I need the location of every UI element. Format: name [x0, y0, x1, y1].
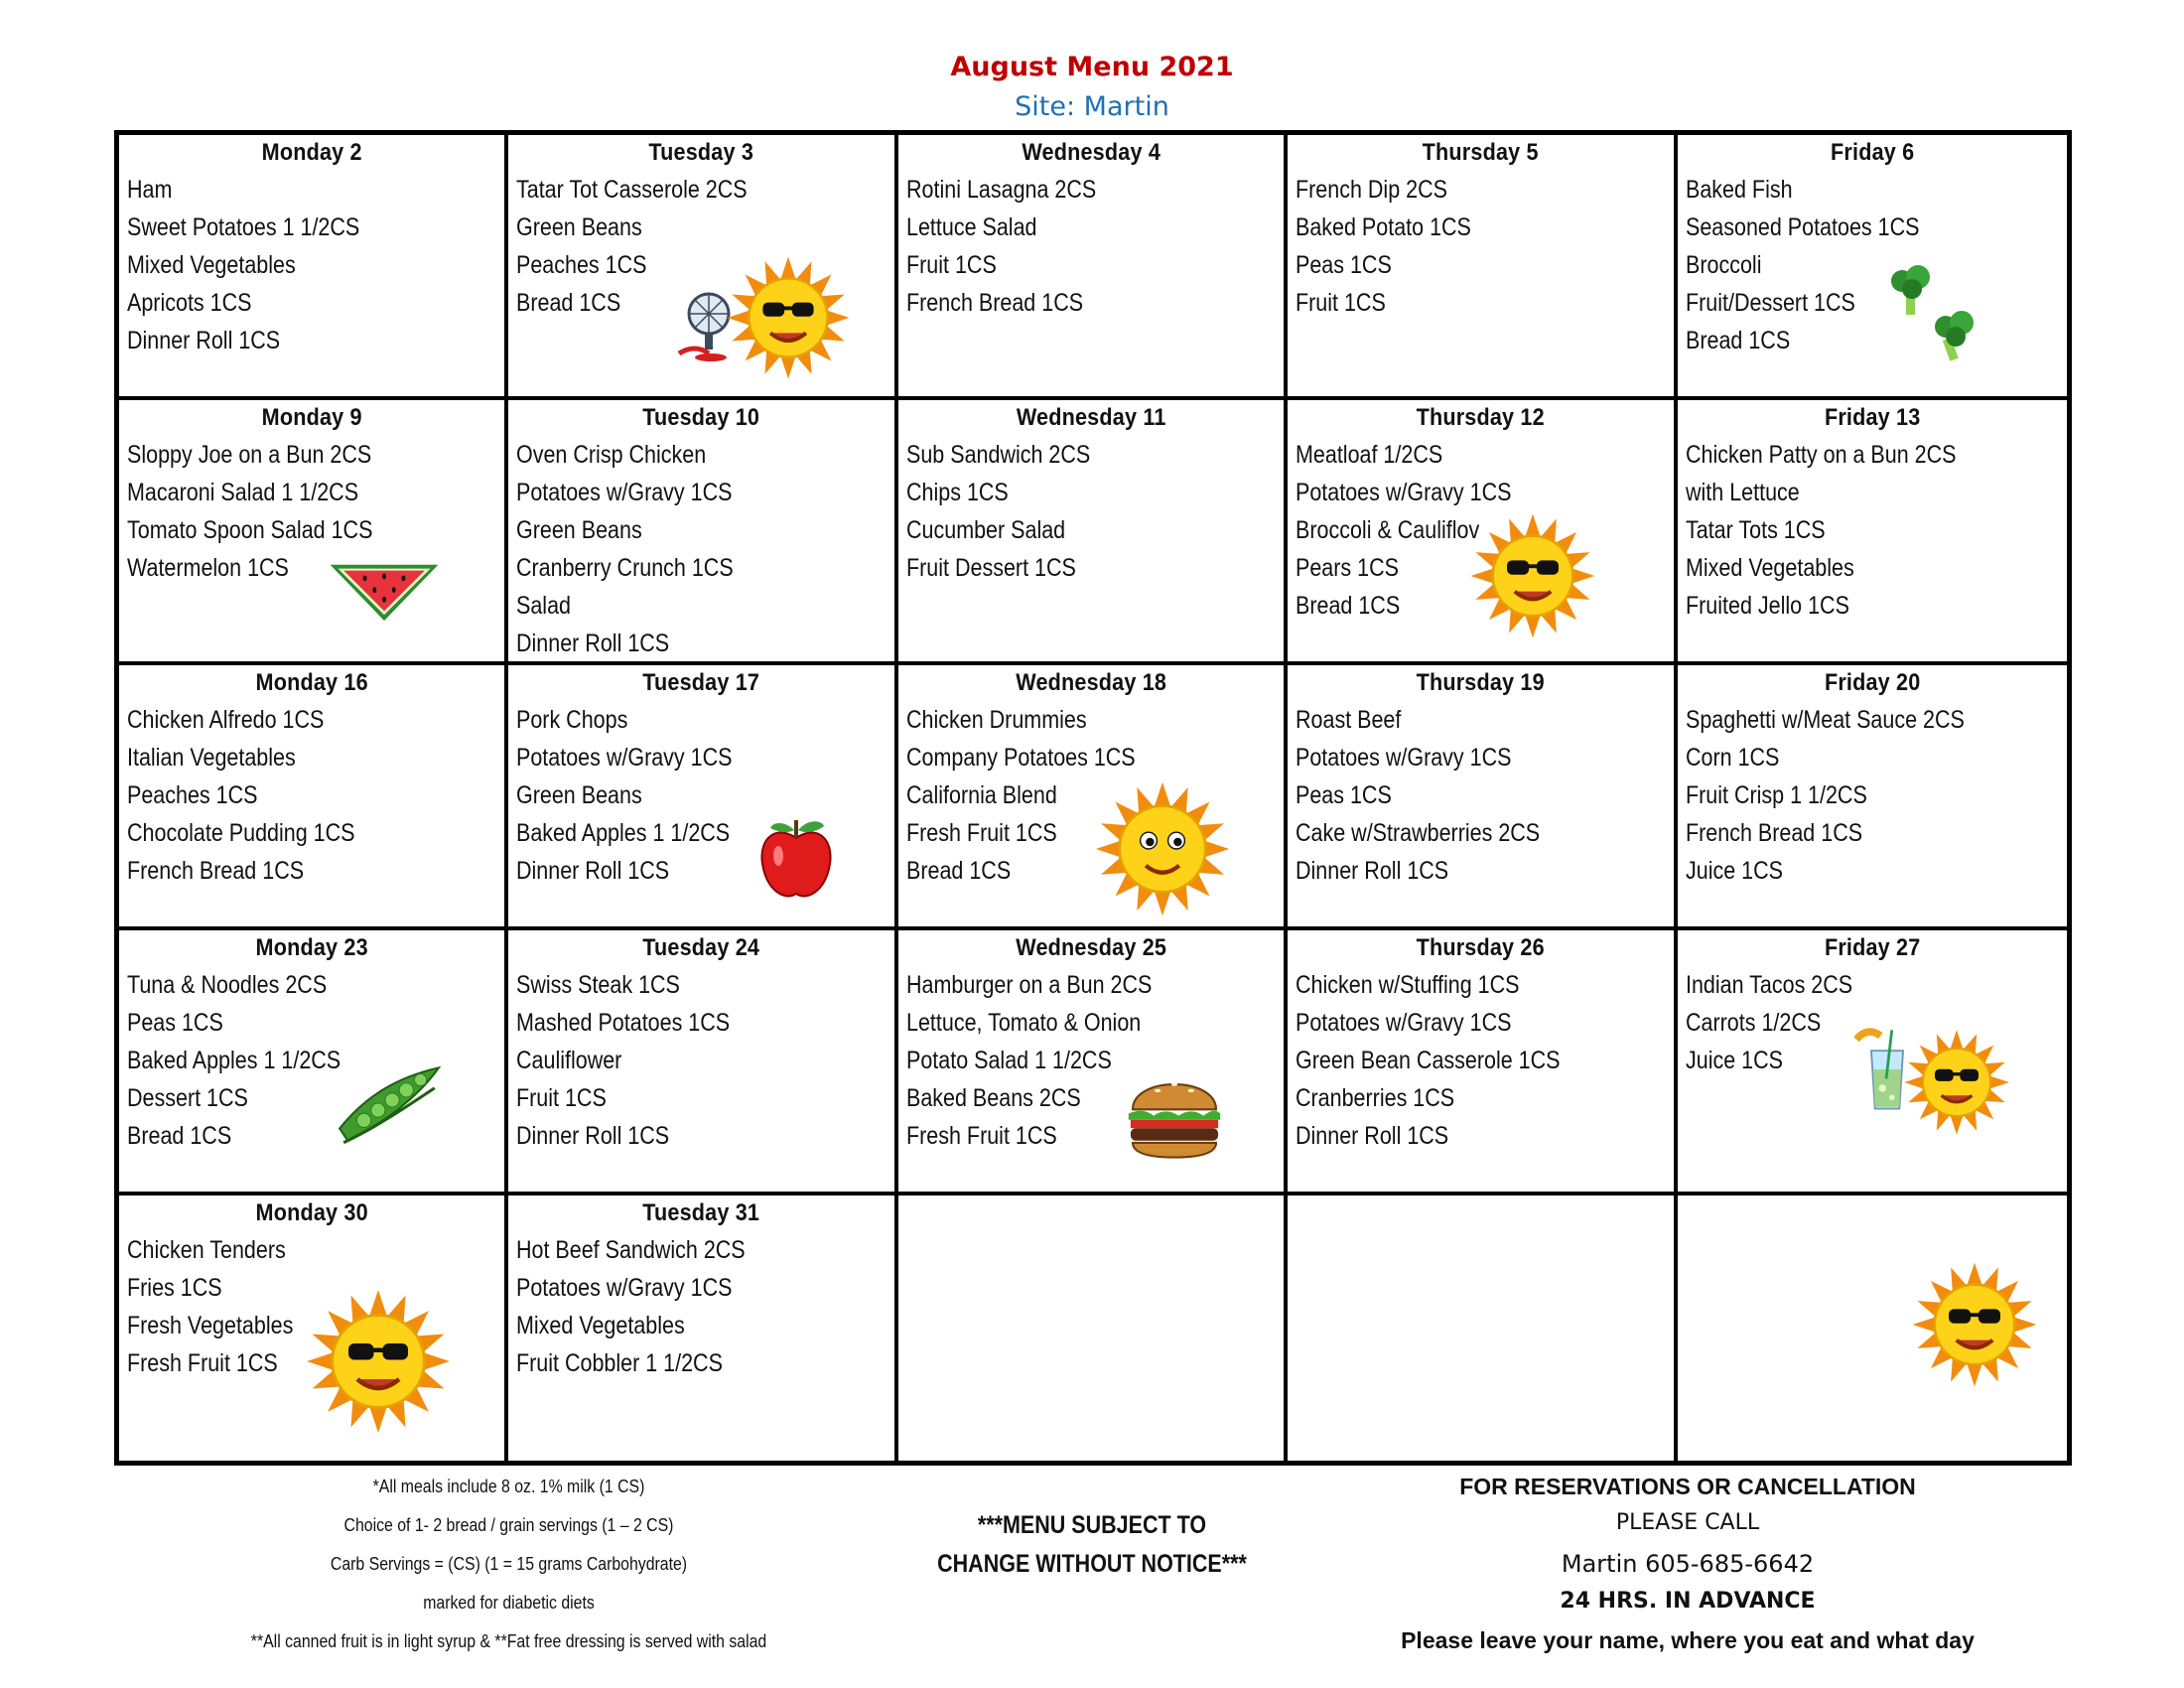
menu-item: Sloppy Joe on a Bun 2CS — [127, 441, 372, 469]
menu-item: Juice 1CS — [1685, 857, 1783, 885]
menu-item: Chocolate Pudding 1CS — [127, 819, 355, 847]
menu-item: Potatoes w/Gravy 1CS — [1296, 1009, 1512, 1037]
day-heading: Monday 16 — [255, 669, 368, 696]
menu-item: Mashed Potatoes 1CS — [516, 1009, 731, 1037]
menu-item: Bread 1CS — [127, 1122, 232, 1150]
menu-item: Apricots 1CS — [127, 289, 252, 317]
menu-item-list — [898, 171, 1284, 322]
menu-item: Dinner Roll 1CS — [516, 630, 670, 657]
menu-item-list — [508, 966, 893, 1155]
menu-item-list — [119, 966, 504, 1155]
menu-item: Tatar Tots 1CS — [1685, 516, 1826, 544]
menu-item: Fresh Fruit 1CS — [905, 819, 1057, 847]
day-cell — [1288, 1196, 1677, 1461]
menu-item-list — [1678, 171, 2067, 359]
menu-item-list — [508, 701, 893, 890]
menu-change-notice-line2: CHANGE WITHOUT NOTICE*** — [937, 1550, 1247, 1578]
day-cell — [119, 1196, 508, 1461]
day-cell — [1288, 400, 1677, 665]
menu-item: Broccoli & Cauliflov — [1296, 516, 1480, 544]
day-cell — [1678, 1196, 2067, 1461]
day-cell — [898, 135, 1288, 400]
menu-item: Cranberry Crunch 1CS — [516, 554, 735, 582]
menu-item: Broccoli — [1685, 251, 1762, 279]
menu-item: Tuna & Noodles 2CS — [127, 971, 328, 999]
watermelon-icon — [326, 557, 443, 625]
menu-item: Seasoned Potatoes 1CS — [1685, 213, 1920, 241]
menu-item-list — [508, 1231, 893, 1382]
menu-item: Cucumber Salad — [905, 516, 1065, 544]
day-cell — [119, 135, 508, 400]
menu-item: Fruited Jello 1CS — [1685, 592, 1849, 620]
please-call: PLEASE CALL — [1615, 1510, 1760, 1535]
day-heading: Tuesday 10 — [642, 404, 760, 431]
menu-item-list — [119, 701, 504, 890]
menu-item-list — [119, 436, 504, 587]
menu-item: Dessert 1CS — [127, 1084, 248, 1112]
day-cell — [1288, 665, 1677, 930]
menu-item: Meatloaf 1/2CS — [1296, 441, 1443, 469]
footer-note-fruit: **All canned fruit is in light syrup & **Fat free dressing is served with salad — [250, 1631, 767, 1651]
menu-item: Juice 1CS — [1685, 1047, 1783, 1074]
broccoli-icon — [1888, 259, 1978, 368]
site-name: Site: Martin — [1015, 91, 1169, 122]
menu-item: Potatoes w/Gravy 1CS — [1296, 744, 1512, 772]
sun-icon — [1902, 1028, 2011, 1137]
menu-item: Hot Beef Sandwich 2CS — [516, 1236, 747, 1264]
day-heading: Friday 20 — [1824, 669, 1921, 696]
day-heading: Thursday 19 — [1416, 669, 1546, 696]
menu-item: Dinner Roll 1CS — [1296, 857, 1449, 885]
day-heading: Tuesday 31 — [642, 1199, 760, 1226]
menu-item: Fruit Cobbler 1 1/2CS — [516, 1349, 724, 1377]
menu-item: Baked Apples 1 1/2CS — [127, 1047, 341, 1074]
sun-icon — [1468, 511, 1597, 640]
menu-item: Potatoes w/Gravy 1CS — [1296, 479, 1512, 506]
day-heading: Thursday 5 — [1422, 139, 1539, 166]
menu-item: French Bread 1CS — [905, 289, 1083, 317]
day-heading: Wednesday 4 — [1022, 139, 1160, 166]
menu-item-list — [1288, 171, 1673, 322]
sun-icon — [304, 1287, 453, 1436]
menu-item: French Dip 2CS — [1296, 176, 1448, 204]
day-heading: Monday 9 — [261, 404, 362, 431]
day-cell — [1678, 135, 2067, 400]
menu-item: Hamburger on a Bun 2CS — [905, 971, 1153, 999]
menu-item: Baked Potato 1CS — [1296, 213, 1472, 241]
menu-item: Fresh Fruit 1CS — [905, 1122, 1057, 1150]
day-cell — [898, 1196, 1288, 1461]
menu-item: Peaches 1CS — [516, 251, 647, 279]
menu-item: Peaches 1CS — [127, 781, 258, 809]
menu-item: Baked Apples 1 1/2CS — [516, 819, 731, 847]
day-cell — [508, 1196, 897, 1461]
menu-item: Watermelon 1CS — [127, 554, 289, 582]
menu-item: Dinner Roll 1CS — [516, 1122, 670, 1150]
day-heading: Friday 27 — [1824, 934, 1921, 961]
day-cell — [119, 665, 508, 930]
menu-item: Potatoes w/Gravy 1CS — [516, 479, 733, 506]
menu-item: Green Beans — [516, 781, 643, 809]
menu-item: Fruit 1CS — [905, 251, 997, 279]
menu-item-list — [898, 436, 1284, 587]
day-cell — [1288, 135, 1677, 400]
menu-item: Chicken Drummies — [905, 706, 1087, 734]
menu-item: Fruit 1CS — [1296, 289, 1386, 317]
menu-item: Spaghetti w/Meat Sauce 2CS — [1685, 706, 1965, 734]
reservation-heading: FOR RESERVATIONS OR CANCELLATION — [1459, 1474, 1916, 1499]
day-heading: Monday 2 — [261, 139, 362, 166]
apple-icon — [756, 814, 836, 904]
menu-item: Baked Fish — [1685, 176, 1793, 204]
menu-item: Cauliflower — [516, 1047, 622, 1074]
menu-item: Dinner Roll 1CS — [1296, 1122, 1449, 1150]
menu-item: French Bread 1CS — [127, 857, 305, 885]
menu-item-list — [119, 171, 504, 359]
sun-icon — [1093, 779, 1232, 918]
menu-item: Potatoes w/Gravy 1CS — [516, 1274, 733, 1302]
phone-number: Martin 605-685-6642 — [1561, 1550, 1815, 1578]
day-heading: Tuesday 17 — [642, 669, 760, 696]
advance-notice: 24 HRS. IN ADVANCE — [1560, 1589, 1816, 1614]
menu-item: Fruit/Dessert 1CS — [1685, 289, 1855, 317]
footer-note-diabetic: marked for diabetic diets — [423, 1593, 595, 1613]
footer-note-carb: Carb Servings = (CS) (1 = 15 grams Carbohydrate) — [330, 1554, 688, 1574]
day-heading — [1307, 1199, 1655, 1229]
sun-icon — [1910, 1235, 2039, 1414]
menu-item: Chicken Tenders — [127, 1236, 286, 1264]
day-heading: Monday 23 — [255, 934, 368, 961]
day-cell — [508, 135, 897, 400]
menu-item: California Blend — [905, 781, 1057, 809]
menu-item: Dinner Roll 1CS — [127, 327, 281, 354]
footer-note-milk: *All meals include 8 oz. 1% milk (1 CS) — [372, 1477, 645, 1496]
menu-item: Pears 1CS — [1296, 554, 1400, 582]
menu-item: Indian Tacos 2CS — [1685, 971, 1852, 999]
menu-item: Fruit Crisp 1 1/2CS — [1685, 781, 1867, 809]
day-cell — [898, 665, 1288, 930]
menu-change-notice-line1: ***MENU SUBJECT TO — [977, 1511, 1207, 1539]
menu-item: Lettuce Salad — [905, 213, 1037, 241]
day-heading: Wednesday 18 — [1016, 669, 1166, 696]
day-heading: Tuesday 3 — [648, 139, 754, 166]
day-heading: Wednesday 25 — [1016, 934, 1166, 961]
menu-item: Bread 1CS — [905, 857, 1011, 885]
menu-item-list — [1678, 436, 2067, 625]
menu-item: Bread 1CS — [516, 289, 621, 317]
menu-item: Fries 1CS — [127, 1274, 222, 1302]
menu-item: Tomato Spoon Salad 1CS — [127, 516, 373, 544]
menu-item: Rotini Lasagna 2CS — [905, 176, 1097, 204]
menu-item: Potato Salad 1 1/2CS — [905, 1047, 1112, 1074]
menu-item: Mixed Vegetables — [516, 1312, 686, 1339]
day-cell — [1678, 665, 2067, 930]
day-cell — [1288, 930, 1677, 1196]
menu-item-list — [1288, 701, 1673, 890]
menu-item-list — [1678, 701, 2067, 890]
day-heading: Monday 30 — [255, 1199, 368, 1226]
day-cell — [898, 930, 1288, 1196]
menu-item: Chicken Alfredo 1CS — [127, 706, 325, 734]
menu-item: Sweet Potatoes 1 1/2CS — [127, 213, 360, 241]
day-cell — [898, 400, 1288, 665]
menu-item: Baked Beans 2CS — [905, 1084, 1081, 1112]
day-cell — [119, 930, 508, 1196]
menu-item: Fresh Vegetables — [127, 1312, 294, 1339]
menu-item: French Bread 1CS — [1685, 819, 1862, 847]
menu-item: Sub Sandwich 2CS — [905, 441, 1091, 469]
menu-item: Dinner Roll 1CS — [516, 857, 670, 885]
menu-item: Green Beans — [516, 516, 643, 544]
menu-item: Carrots 1/2CS — [1685, 1009, 1821, 1037]
menu-item: with Lettuce — [1685, 479, 1800, 506]
sun-icon — [725, 254, 852, 381]
menu-item-list — [1288, 966, 1673, 1155]
menu-item: Chips 1CS — [905, 479, 1009, 506]
menu-item: Cranberries 1CS — [1296, 1084, 1455, 1112]
day-heading: Wednesday 11 — [1016, 404, 1166, 431]
menu-item: Lettuce, Tomato & Onion — [905, 1009, 1142, 1037]
menu-item: Green Beans — [516, 213, 643, 241]
day-heading — [917, 1199, 1265, 1229]
day-heading: Thursday 26 — [1416, 934, 1546, 961]
menu-item: Mixed Vegetables — [127, 251, 296, 279]
menu-item: Peas 1CS — [1296, 251, 1392, 279]
menu-item: Tatar Tot Casserole 2CS — [516, 176, 749, 204]
menu-item: Potatoes w/Gravy 1CS — [516, 744, 733, 772]
menu-item: Salad — [516, 592, 572, 620]
peas-icon — [334, 1057, 445, 1149]
menu-item: Corn 1CS — [1685, 744, 1779, 772]
day-cell — [1678, 400, 2067, 665]
menu-item: Bread 1CS — [1685, 327, 1790, 354]
menu-item: Chicken Patty on a Bun 2CS — [1685, 441, 1957, 469]
day-cell — [508, 665, 897, 930]
menu-calendar — [114, 130, 2072, 1466]
menu-item: Pork Chops — [516, 706, 628, 734]
day-heading: Thursday 12 — [1416, 404, 1546, 431]
menu-item: Bread 1CS — [1296, 592, 1401, 620]
hamburger-icon — [1119, 1061, 1230, 1166]
day-cell — [119, 400, 508, 665]
menu-item: Roast Beef — [1296, 706, 1402, 734]
footer-note-bread: Choice of 1- 2 bread / grain servings (1 – 2 CS) — [343, 1515, 674, 1535]
menu-item: Fruit 1CS — [516, 1084, 608, 1112]
menu-item: Fresh Fruit 1CS — [127, 1349, 278, 1377]
menu-item: Cake w/Strawberries 2CS — [1296, 819, 1541, 847]
leave-info-note: Please leave your name, where you eat and what day — [1401, 1627, 1975, 1653]
page-title: August Menu 2021 — [950, 52, 1234, 82]
day-cell — [1678, 930, 2067, 1196]
day-heading: Tuesday 24 — [642, 934, 760, 961]
menu-item: Company Potatoes 1CS — [905, 744, 1136, 772]
day-heading — [1697, 1199, 2047, 1229]
menu-item: Mixed Vegetables — [1685, 554, 1854, 582]
day-heading: Friday 13 — [1824, 404, 1921, 431]
day-heading: Friday 6 — [1830, 139, 1914, 166]
menu-item: Chicken w/Stuffing 1CS — [1296, 971, 1520, 999]
menu-item: Ham — [127, 176, 173, 204]
menu-item: Macaroni Salad 1 1/2CS — [127, 479, 359, 506]
menu-item: Fruit Dessert 1CS — [905, 554, 1076, 582]
menu-item-list — [508, 436, 893, 662]
menu-item: Peas 1CS — [1296, 781, 1392, 809]
menu-item: Oven Crisp Chicken — [516, 441, 707, 469]
menu-item: Swiss Steak 1CS — [516, 971, 681, 999]
menu-item: Green Bean Casserole 1CS — [1296, 1047, 1561, 1074]
day-cell — [508, 930, 897, 1196]
day-cell — [508, 400, 897, 665]
menu-item: Peas 1CS — [127, 1009, 223, 1037]
menu-item: Italian Vegetables — [127, 744, 296, 772]
